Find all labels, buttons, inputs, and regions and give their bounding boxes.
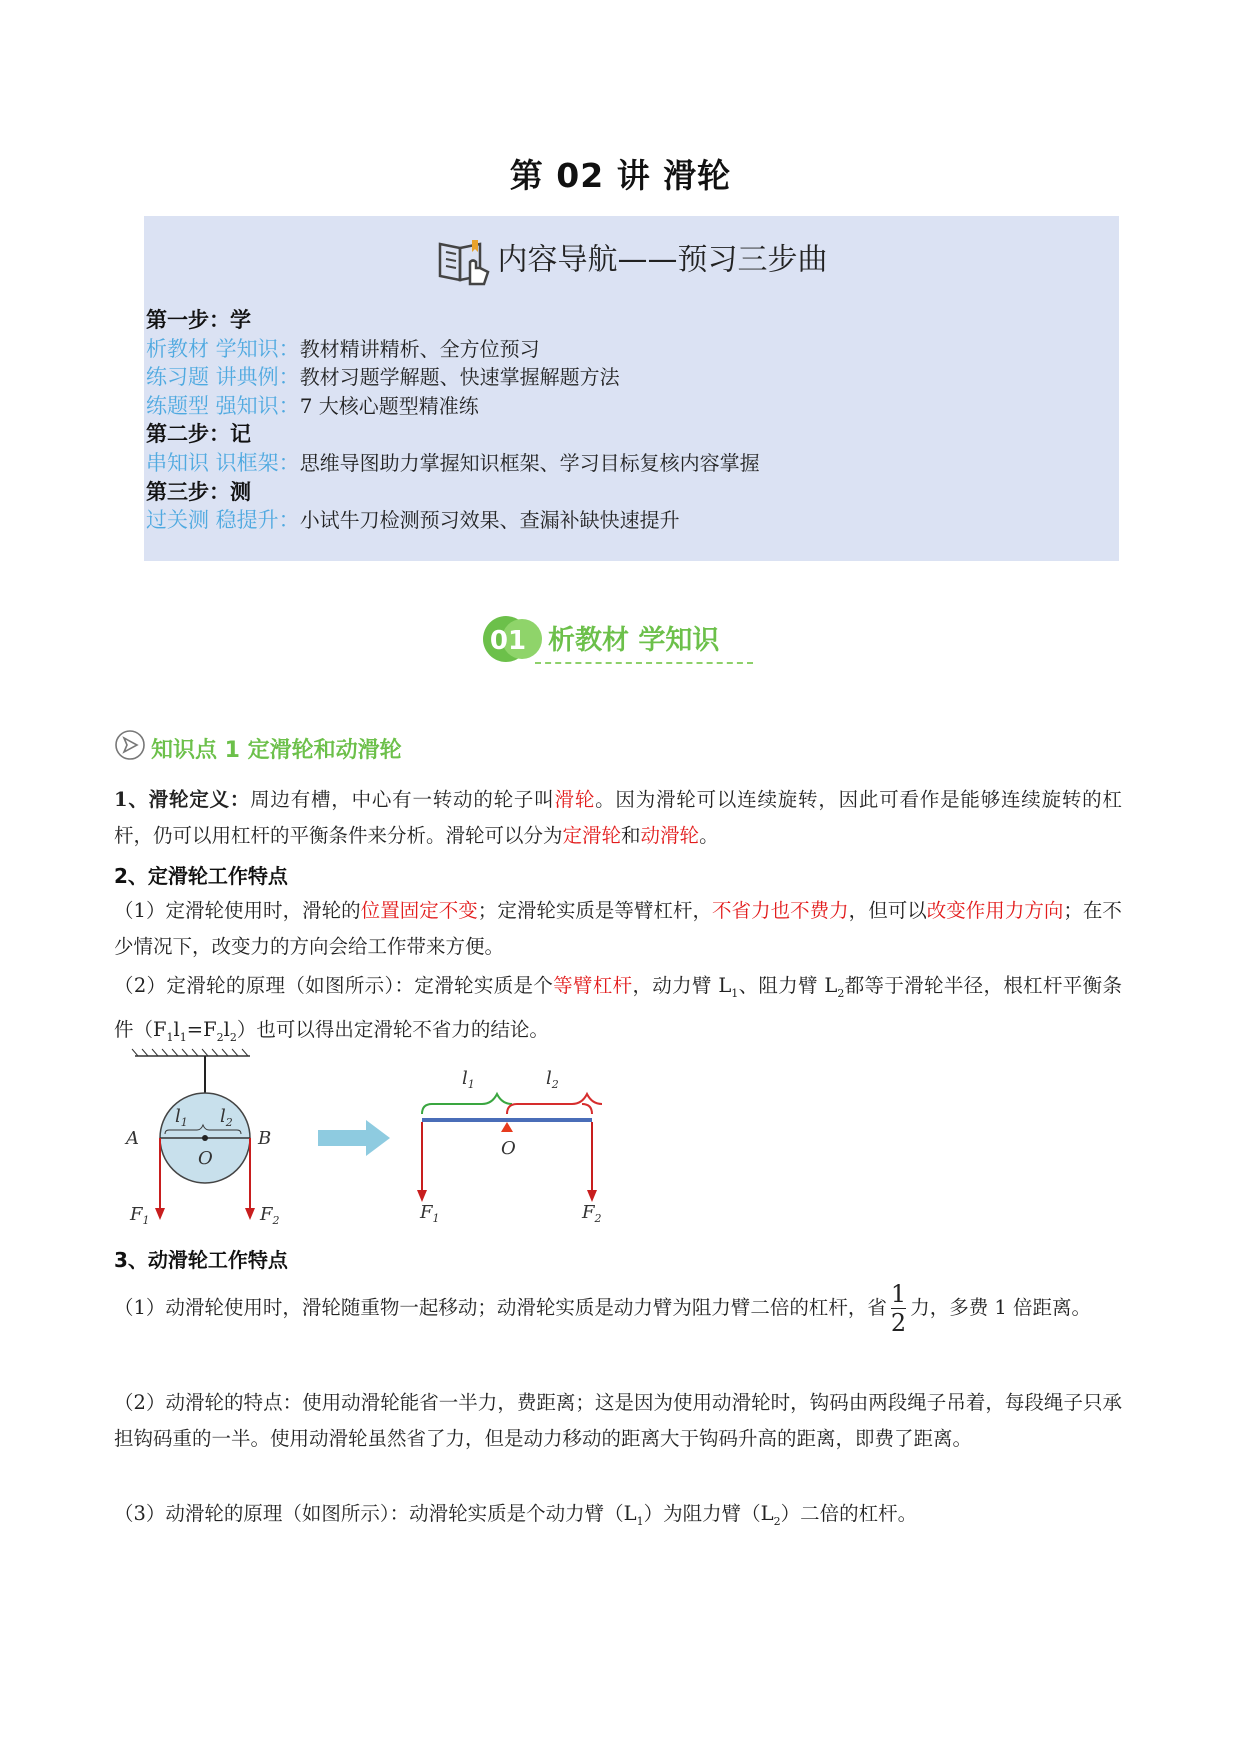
bar-f2-arrowhead [587,1190,597,1202]
book-pointer-icon [436,234,494,288]
fixed-pulley-figure [120,1048,620,1228]
heading-movable-pulley: 3、动滑轮工作特点 [114,1248,288,1272]
nav-item [146,449,760,478]
paragraph-movable-pulley-1 [114,1282,1122,1335]
ceiling [132,1049,250,1056]
text: ，但可以 [848,899,927,922]
fraction-one-half [891,1282,906,1335]
text: （1）动滑轮使用时，滑轮随重物一起移动；动滑轮实质是动力臂为阻力臂二倍的杠杆，省 [114,1296,887,1319]
text: 。 [699,824,719,847]
text: ）也可以得出定滑轮不省力的结论。 [236,1017,549,1041]
fraction-numerator: 1 [890,1280,907,1308]
text: 周边有槽，中心有一转动的轮子叫 [250,788,555,811]
nav-tag: 练习题 讲典例： [146,365,300,390]
text: 力，多费 1 倍距离。 [910,1296,1092,1319]
nav-desc: 思维导图助力掌握知识框架、学习目标复核内容掌握 [299,450,760,475]
pivot-point [202,1135,208,1141]
force-f1-arrowhead [155,1208,165,1220]
text: （1）定滑轮使用时，滑轮的 [114,899,361,922]
text: =F [186,1017,217,1041]
subscript: 1 [179,1030,187,1044]
step2-label: 第二步：记 [146,422,251,447]
nav-heading [144,234,1119,288]
force-f2-arrowhead [245,1208,255,1220]
nav-item [146,506,760,535]
nav-desc: 教材习题学解题、快速掌握解题方法 [299,365,620,390]
highlight: 不省力也不费力 [712,899,849,922]
nav-tag: 练题型 强知识： [146,393,300,418]
paragraph-pulley-definition [114,782,1122,854]
para-lead: 滑轮定义： [148,788,251,811]
highlight: 位置固定不变 [360,899,478,922]
highlight: 等臂杠杆 [553,974,633,997]
paragraph-fixed-pulley-1 [114,893,1122,965]
label-A: A [126,1128,139,1149]
paragraph-movable-pulley-2: （2）动滑轮的特点：使用动滑轮能省一半力，费距离；这是因为使用动滑轮时，钩码由两段绳子吊着，每段绳子只承担钩码重的一半。使用动滑轮虽然省了力，但是动力移动的距离大于钩码升高的距离，即费了距离。 [114,1391,1122,1450]
nav-item [146,335,760,364]
nav-desc: 7 大核心题型精准练 [299,393,479,418]
text: 、阻力臂 L [738,974,838,997]
label-O: O [198,1148,213,1169]
label-l2: $l_2$ [220,1106,233,1129]
label-F2: $F_2$ [260,1204,280,1227]
page-title: 第 02 讲 滑轮 [509,156,732,195]
section-badge-number: 01 [489,626,527,656]
highlight: 定滑轮 [562,824,622,847]
bar-label-F2: $F_2$ [582,1202,602,1225]
transform-arrow-icon [318,1120,390,1156]
subscript: 2 [773,1514,781,1528]
text: ，动力臂 L [632,974,732,997]
label-l1: $l_1$ [175,1106,188,1129]
text: ）为阻力臂（L [643,1502,774,1525]
knowledge-point-title: 知识点 1 定滑轮和动滑轮 [151,738,402,763]
subscript: 2 [229,1030,237,1044]
heading-fixed-pulley: 2、定滑轮工作特点 [114,864,288,888]
fulcrum-icon [501,1122,513,1132]
nav-item [146,392,760,421]
brace-l1 [422,1094,512,1114]
text: 。因为滑轮可以连续旋转，因此可看作是能够连续旋转的杠杆，仍可以用杠杆的平衡条件来分析。滑轮可以分为 [114,788,1122,847]
arrow-circle-icon [114,729,146,761]
nav-tag: 过关测 稳提升： [146,508,300,533]
section-underline [535,662,753,664]
step3-label: 第三步：测 [146,479,251,504]
text: ）二倍的杠杆。 [780,1502,918,1525]
text: l [173,1017,180,1041]
section-label: 析教材 学知识 [548,625,720,656]
section-badge-icon [482,613,544,665]
nav-steps [146,306,760,535]
fraction-denominator: 2 [890,1309,907,1337]
text: 和 [621,824,641,847]
nav-desc: 小试牛刀检测预习效果、查漏补缺快速提升 [299,508,680,533]
highlight: 改变作用力方向 [926,899,1064,922]
text: （2）定滑轮的原理（如图所示）：定滑轮实质是个 [114,974,554,997]
nav-item [146,363,760,392]
para-num: 1、 [114,788,149,811]
subscript: 1 [636,1514,644,1528]
subscript: 1 [731,986,739,1000]
text: 都等于滑轮半径，根杠杆平衡条件（F [114,974,1122,1041]
text: ；在不少情况下，改变力的方向会给工作带来方便。 [114,899,1122,958]
step1-label: 第一步：学 [146,308,251,332]
highlight: 动滑轮 [640,824,700,847]
subscript: 2 [216,1030,224,1044]
paragraph-movable-pulley-3 [114,1496,1122,1540]
label-B: B [258,1128,272,1149]
nav-tag: 串知识 识框架： [146,450,300,475]
subscript: 2 [837,986,845,1000]
brace-l2 [507,1094,602,1114]
bar-label-l1: $l_1$ [462,1068,475,1091]
paragraph-fixed-pulley-2 [114,968,1122,1056]
text: （3）动滑轮的原理（如图所示）：动滑轮实质是个动力臂（L [114,1502,637,1525]
bar-f1-arrowhead [417,1190,427,1202]
nav-desc: 教材精讲精析、全方位预习 [299,336,540,361]
text: l [223,1017,230,1041]
bar-label-O: O [501,1138,516,1159]
bar-label-l2: $l_2$ [546,1068,559,1091]
nav-heading-text: 内容导航——预习三步曲 [497,242,828,278]
bar-label-F1: $F_1$ [420,1202,440,1225]
nav-tag: 析教材 学知识： [146,336,300,361]
content-nav-box [144,216,1119,561]
text: ；定滑轮实质是等臂杠杆， [477,899,713,922]
subscript: 1 [166,1030,174,1044]
highlight: 滑轮 [554,788,596,811]
label-F1: $F_1$ [130,1204,150,1227]
